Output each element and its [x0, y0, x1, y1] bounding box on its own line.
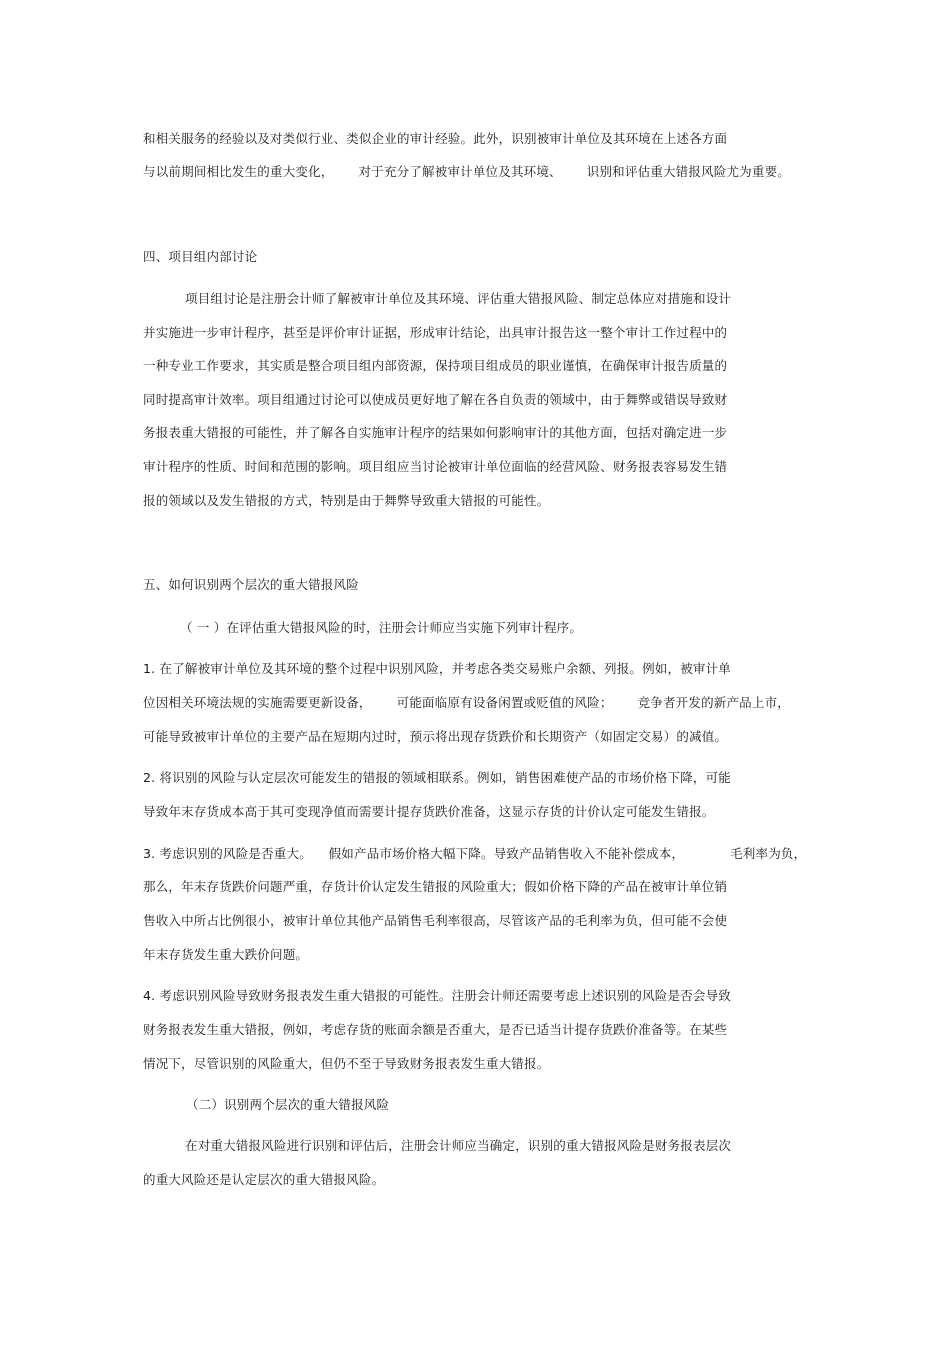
text-line: 年末存货发生重大跌价问题。 [143, 947, 309, 962]
text-line: 同时提高审计效率。项目组通过讨论可以使成员更好地了解在各自负责的领域中，由于舞弊或错误导致财 [143, 392, 728, 407]
subsection-heading: （ 一 ）在评估重大错报风险的时，注册会计师应当实施下列审计程序。 [180, 620, 583, 635]
section-heading: 五、如何识别两个层次的重大错报风险 [143, 577, 359, 592]
subsection-heading: （二）识别两个层次的重大错报风险 [186, 1097, 390, 1112]
text-line: 审计程序的性质、时间和范围的影响。项目组应当讨论被审计单位面临的经营风险、财务报表容易发生错 [143, 459, 728, 474]
text-line: 报的领域以及发生错报的方式，特别是由于舞弊导致重大错报的可能性。 [143, 493, 550, 508]
text-line: 财务报表发生重大错报，例如，考虑存货的账面余额是否重大，是否已适当计提存货跌价准备等。在某些 [143, 1022, 728, 1037]
text-line: 和相关服务的经验以及对类似行业、类似企业的审计经验。此外，识别被审计单位及其环境在上述各方面 [143, 131, 728, 146]
text-line: 2. 将识别的风险与认定层次可能发生的错报的领域相联系。例如，销售困难使产品的市场价格下降，可能 [143, 770, 732, 785]
text-line: 务报表重大错报的可能性，并了解各自实施审计程序的结果如何影响审计的其他方面，包括对确定进一步 [143, 425, 728, 440]
text-line: 可能导致被审计单位的主要产品在短期内过时，预示将出现存货跌价和长期资产（如固定交易）的减值。 [143, 729, 728, 744]
text-line: 3. 考虑识别的风险是否重大。 假如产品市场价格大幅下降。导致产品销售收入不能补偿成本， 毛利率为负， [143, 846, 807, 861]
text-line: 那么，年末存货跌价问题严重，存货计价认定发生错报的风险重大；假如价格下降的产品在被审计单位销 [143, 879, 728, 894]
text-line: 在对重大错报风险进行识别和评估后，注册会计师应当确定，识别的重大错报风险是财务报表层次 [185, 1138, 732, 1153]
text-line: 并实施进一步审计程序，甚至是评价审计证据，形成审计结论，出具审计报告这一整个审计工作过程中的 [143, 325, 728, 340]
text-line: 4. 考虑识别风险导致财务报表发生重大错报的可能性。注册会计师还需要考虑上述识别的风险是否会导致 [143, 988, 732, 1003]
text-line: 与以前期间相比发生的重大变化， 对于充分了解被审计单位及其环境、 识别和评估重大错报风险尤为重要。 [143, 164, 790, 179]
text-line: 售收入中所占比例很小，被审计单位其他产品销售毛利率很高，尽管该产品的毛利率为负，但可能不会使 [143, 913, 728, 928]
text-line: 1. 在了解被审计单位及其环境的整个过程中识别风险，并考虑各类交易账户余额、列报。例如，被审计单 [143, 661, 732, 676]
text-line: 项目组讨论是注册会计师了解被审计单位及其环境、评估重大错报风险、制定总体应对措施和设计 [185, 291, 732, 306]
text-line: 情况下，尽管识别的风险重大，但仍不至于导致财务报表发生重大错报。 [143, 1056, 550, 1071]
text-line: 位因相关环境法规的实施需要更新设备， 可能面临原有设备闲置或贬值的风险； 竞争者开发的新产品上市， [143, 695, 790, 710]
section-heading: 四、项目组内部讨论 [143, 249, 258, 264]
text-line: 的重大风险还是认定层次的重大错报风险。 [143, 1172, 385, 1187]
text-line: 导致年末存货成本高于其可变现净值而需要计提存货跌价准备，这显示存货的计价认定可能发生错报。 [143, 804, 715, 819]
text-line: 一种专业工作要求，其实质是整合项目组内部资源，保持项目组成员的职业谨慎，在确保审计报告质量的 [143, 358, 728, 373]
